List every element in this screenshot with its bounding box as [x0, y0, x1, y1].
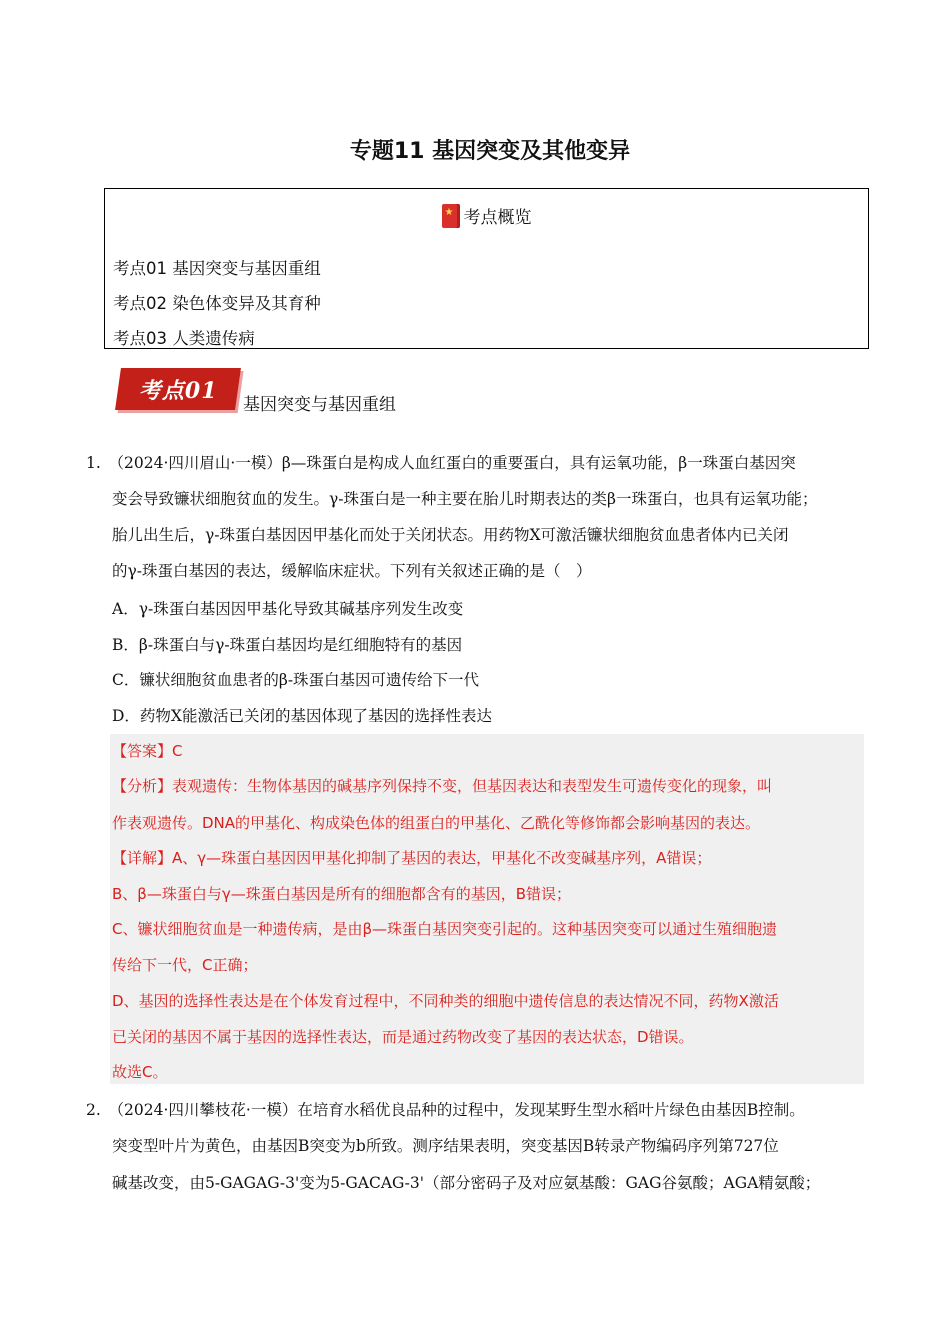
q1-line: 1. （2024·四川眉山·一模）β—珠蛋白是构成人血红蛋白的重要蛋白，具有运氧功能，β一珠蛋白基因突: [86, 454, 796, 472]
q1-option-a: A．γ-珠蛋白基因因甲基化导致其碱基序列发生改变: [112, 600, 464, 618]
section-badge-label: 考点01: [138, 377, 218, 404]
q1-line: 变会导致镰状细胞贫血的发生。γ-珠蛋白是一种主要在胎儿时期表达的类β一珠蛋白，也具有运氧功能；: [112, 490, 818, 508]
q2-line: 碱基改变，由5-GAGAG-3'变为5-GACAG-3'（部分密码子及对应氨基酸：GAG谷氨酸；AGA精氨酸；: [112, 1174, 821, 1192]
overview-item-3: 考点03 人类遗传病: [113, 329, 255, 348]
q1-detail: C、镰状细胞贫血是一种遗传病，是由β—珠蛋白基因突变引起的。这种基因突变可以通过生殖细胞遗: [112, 920, 778, 938]
page-title: 专题11 基因突变及其他变异: [349, 139, 631, 164]
q1-analysis: 作表观遗传。DNA的甲基化、构成染色体的组蛋白的甲基化、乙酰化等修饰都会影响基因的表达。: [112, 814, 761, 832]
q1-detail: D、基因的选择性表达是在个体发育过程中，不同种类的细胞中遗传信息的表达情况不同，药物X激活: [112, 992, 779, 1010]
book-icon: [442, 204, 460, 228]
q1-option-b: B．β-珠蛋白与γ-珠蛋白基因均是红细胞特有的基因: [112, 636, 463, 654]
q1-line: 胎儿出生后，γ-珠蛋白基因因甲基化而处于关闭状态。用药物X可激活镰状细胞贫血患者体内已关闭: [112, 526, 789, 544]
q1-option-c: C．镰状细胞贫血患者的β-珠蛋白基因可遗传给下一代: [112, 671, 480, 689]
overview-header-label: 考点概览: [463, 208, 532, 228]
q2-line: 突变型叶片为黄色，由基因B突变为b所致。测序结果表明，突变基因B转录产物编码序列第727位: [112, 1137, 779, 1155]
q1-detail: B、β—珠蛋白与γ—珠蛋白基因是所有的细胞都含有的基因，B错误；: [112, 885, 572, 903]
overview-box: [104, 188, 869, 349]
q1-detail: 【详解】A、γ—珠蛋白基因因甲基化抑制了基因的表达，甲基化不改变碱基序列，A错误；: [112, 849, 712, 867]
overview-item-2: 考点02 染色体变异及其育种: [113, 294, 321, 313]
overview-item-1: 考点01 基因突变与基因重组: [113, 259, 321, 278]
q1-line: 的γ-珠蛋白基因的表达，缓解临床症状。下列有关叙述正确的是（ ）: [112, 562, 592, 580]
q1-conclusion: 故选C。: [112, 1063, 168, 1081]
q1-analysis: 【分析】表观遗传：生物体基因的碱基序列保持不变，但基因表达和表型发生可遗传变化的现象，叫: [112, 777, 773, 795]
q1-answer: 【答案】C: [112, 742, 183, 760]
q1-detail: 传给下一代，C正确；: [112, 956, 258, 974]
q2-line: 2. （2024·四川攀枝花·一模）在培育水稻优良品种的过程中，发现某野生型水稻叶片绿色由基因B控制。: [86, 1101, 805, 1119]
q1-option-d: D．药物X能激活已关闭的基因体现了基因的选择性表达: [112, 707, 492, 725]
overview-header: [105, 203, 868, 228]
q1-detail: 已关闭的基因不属于基因的选择性表达，而是通过药物改变了基因的表达状态，D错误。: [112, 1028, 694, 1046]
section-badge: [115, 368, 241, 410]
section-title: 基因突变与基因重组: [243, 395, 396, 415]
